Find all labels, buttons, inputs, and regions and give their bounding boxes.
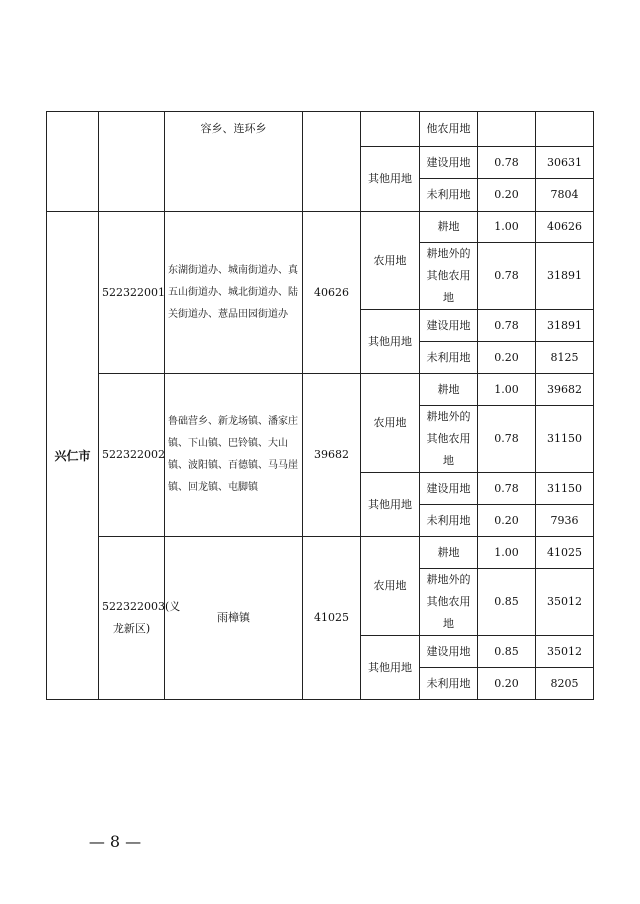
page-number: — 8 —	[88, 832, 142, 851]
coef-cell	[478, 112, 536, 147]
land-type-cell: 耕地	[420, 374, 478, 406]
code-cell-continued	[99, 112, 165, 212]
coef-cell: 0.85	[478, 636, 536, 668]
city-cell-continued	[47, 112, 99, 212]
table-row	[47, 112, 594, 147]
price-cell: 35012	[536, 636, 594, 668]
coef-cell: 0.20	[478, 505, 536, 537]
code-cell: 522322001	[99, 212, 165, 374]
base-price-cell: 41025	[303, 537, 361, 700]
coef-cell: 0.85	[478, 569, 536, 636]
land-type-cell: 未利用地	[420, 179, 478, 212]
land-type-cell: 他农用地	[420, 112, 478, 147]
land-type-cell: 未利用地	[420, 342, 478, 374]
land-category-cell: 其他用地	[361, 147, 420, 212]
base-price-cell: 40626	[303, 212, 361, 374]
area-cell: 鲁础营乡、新龙场镇、潘家庄镇、下山镇、巴铃镇、大山镇、波阳镇、百德镇、马马崖镇、回龙镇、屯脚镇	[165, 374, 303, 537]
land-type-cell: 建设用地	[420, 310, 478, 342]
base-price-cell: 39682	[303, 374, 361, 537]
area-cell: 容乡、连环乡	[165, 112, 303, 212]
land-type-cell: 耕地外的其他农用地	[420, 569, 478, 636]
land-type-cell: 耕地	[420, 537, 478, 569]
price-cell: 7936	[536, 505, 594, 537]
price-cell: 8125	[536, 342, 594, 374]
land-category-cell: 其他用地	[361, 473, 420, 537]
price-cell: 41025	[536, 537, 594, 569]
area-cell: 雨樟镇	[165, 537, 303, 700]
land-category-cell: 农用地	[361, 374, 420, 473]
price-cell: 35012	[536, 569, 594, 636]
code-cell: 522322002	[99, 374, 165, 537]
land-type-cell: 建设用地	[420, 636, 478, 668]
coef-cell: 0.78	[478, 406, 536, 473]
coef-cell: 0.20	[478, 668, 536, 700]
coef-cell: 0.78	[478, 147, 536, 179]
table-row	[47, 537, 594, 569]
land-type-cell: 未利用地	[420, 668, 478, 700]
land-price-table	[46, 111, 594, 700]
land-category-cell: 其他用地	[361, 310, 420, 374]
land-category-cell: 其他用地	[361, 636, 420, 700]
price-cell: 40626	[536, 212, 594, 243]
land-type-cell: 建设用地	[420, 473, 478, 505]
price-cell: 31891	[536, 243, 594, 310]
city-cell: 兴仁市	[47, 212, 99, 700]
price-cell: 39682	[536, 374, 594, 406]
land-category-cell: 农用地	[361, 537, 420, 636]
price-cell: 30631	[536, 147, 594, 179]
price-cell: 31891	[536, 310, 594, 342]
coef-cell: 1.00	[478, 374, 536, 406]
land-category-cell	[361, 112, 420, 147]
land-category-cell: 农用地	[361, 212, 420, 310]
area-cell: 东湖街道办、城南街道办、真五山街道办、城北街道办、陆关街道办、薏品田园街道办	[165, 212, 303, 374]
price-cell: 7804	[536, 179, 594, 212]
coef-cell: 0.78	[478, 310, 536, 342]
land-type-cell: 耕地外的其他农用地	[420, 243, 478, 310]
table-row	[47, 374, 594, 406]
price-cell: 31150	[536, 406, 594, 473]
table-row	[47, 212, 594, 243]
coef-cell: 1.00	[478, 212, 536, 243]
base-price-cell-continued	[303, 112, 361, 212]
coef-cell: 0.78	[478, 473, 536, 505]
land-type-cell: 建设用地	[420, 147, 478, 179]
price-cell	[536, 112, 594, 147]
coef-cell: 0.78	[478, 243, 536, 310]
land-type-cell: 耕地	[420, 212, 478, 243]
price-cell: 8205	[536, 668, 594, 700]
coef-cell: 1.00	[478, 537, 536, 569]
code-cell: 522322003(义龙新区)	[99, 537, 165, 700]
coef-cell: 0.20	[478, 342, 536, 374]
price-cell: 31150	[536, 473, 594, 505]
coef-cell: 0.20	[478, 179, 536, 212]
land-type-cell: 未利用地	[420, 505, 478, 537]
land-type-cell: 耕地外的其他农用地	[420, 406, 478, 473]
